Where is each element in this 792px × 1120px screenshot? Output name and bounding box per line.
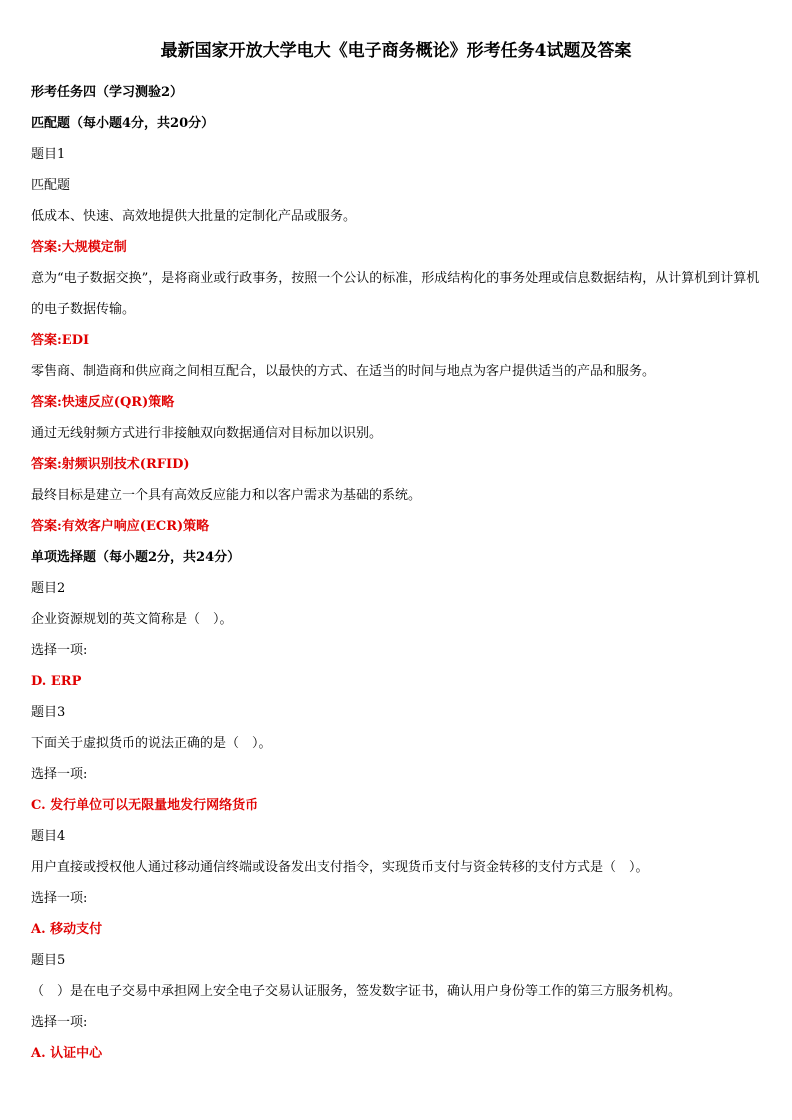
matching-prompt: 通过无线射频方式进行非接触双向数据通信对目标加以识别。 [31, 426, 383, 441]
matching-prompt: 低成本、快速、高效地提供大批量的定制化产品或服务。 [31, 209, 357, 224]
matching-prompt: 零售商、制造商和供应商之间相互配合，以最快的方式、在适当的时间与地点为客户提供适当的产品和服务。 [31, 364, 656, 379]
question-stem: （ ）是在电子交易中承担网上安全电子交易认证服务，签发数字证书，确认用户身份等工作的第三方服务机构。 [31, 984, 682, 999]
question-answer: C. 发行单位可以无限量地发行网络货币 [31, 798, 259, 813]
question-label: 题目5 [31, 953, 66, 968]
task-title: 形考任务四（学习测验2） [31, 85, 184, 100]
question-label: 题目2 [31, 581, 66, 596]
question-stem: 企业资源规划的英文简称是（ ）。 [31, 612, 233, 627]
choose-one-label: 选择一项: [31, 643, 88, 658]
matching-answer: 答案:射频识别技术(RFID) [31, 457, 190, 472]
document-body [31, 77, 761, 1069]
matching-answer: 答案:有效客户响应(ECR)策略 [31, 519, 210, 534]
matching-answer: 答案:快速反应(QR)策略 [31, 395, 175, 410]
document-title: 最新国家开放大学电大《电子商务概论》形考任务4试题及答案 [160, 41, 632, 61]
question-label: 题目4 [31, 829, 66, 844]
single-choice-heading: 单项选择题（每小题2分，共24分） [31, 550, 241, 565]
question-answer: D. ERP [31, 674, 82, 689]
question-answer: A. 认证中心 [31, 1046, 103, 1061]
matching-answer: 答案:EDI [31, 333, 90, 348]
question-label: 题目1 [31, 147, 66, 162]
question-label: 题目3 [31, 705, 66, 720]
choose-one-label: 选择一项: [31, 891, 88, 906]
matching-prompt: 最终目标是建立一个具有高效反应能力和以客户需求为基础的系统。 [31, 488, 422, 503]
choose-one-label: 选择一项: [31, 1015, 88, 1030]
question-type-label: 匹配题 [31, 178, 71, 193]
matching-answer: 答案:大规模定制 [31, 240, 127, 255]
question-answer: A. 移动支付 [31, 922, 103, 937]
choose-one-label: 选择一项: [31, 767, 88, 782]
matching-prompt: 意为“电子数据交换”，是将商业或行政事务，按照一个公认的标准，形成结构化的事务处理或信息数据结构，从计算机到计算机的电子数据传输。 [31, 271, 760, 317]
question-stem: 用户直接或授权他人通过移动通信终端或设备发出支付指令，实现货币支付与资金转移的支付方式是（ ）。 [31, 860, 649, 875]
question-stem: 下面关于虚拟货币的说法正确的是（ ）。 [31, 736, 272, 751]
matching-heading: 匹配题（每小题4分，共20分） [31, 116, 215, 131]
